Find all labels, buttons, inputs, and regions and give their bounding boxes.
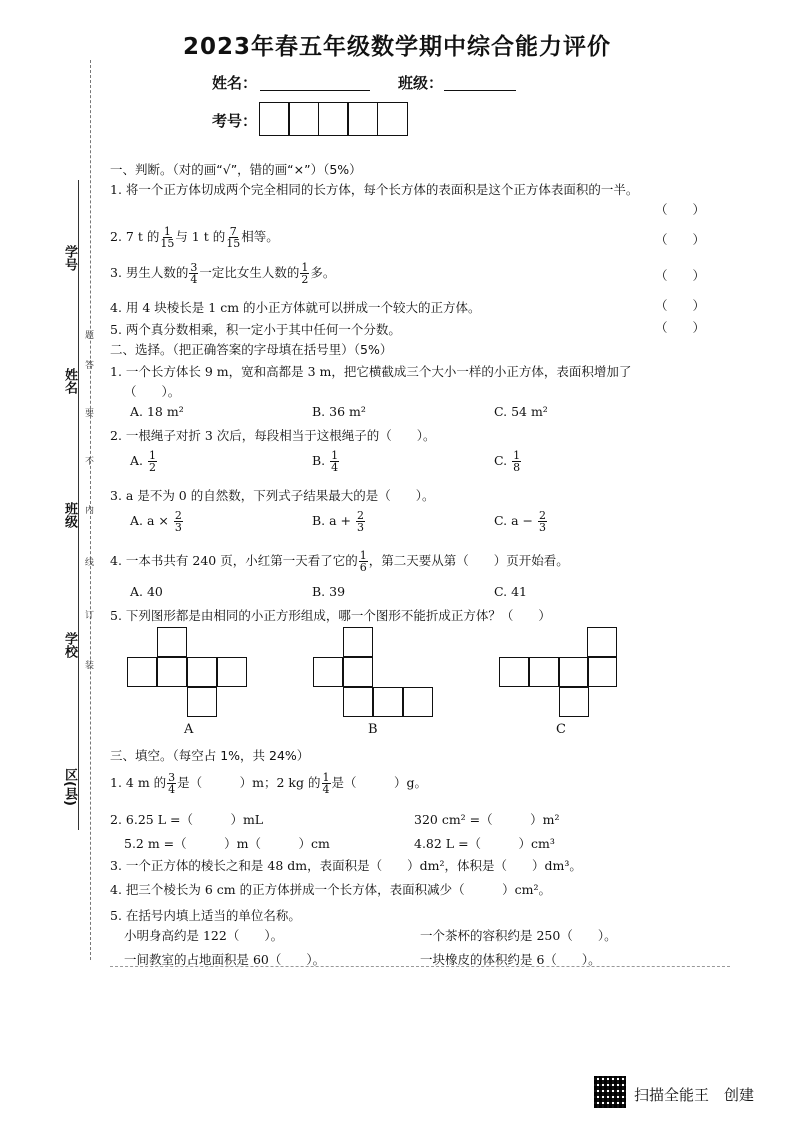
s3-q2-a: 2. 6.25 L =（ ）mL (110, 812, 264, 827)
s1-q3: 3. 男生人数的 $\frac{3}{4}$ 一定比女生人数的 $\frac{1}{2}$ 多。 (110, 261, 336, 286)
class-field[interactable] (444, 72, 516, 91)
s1-q5-answer[interactable]: （ ） (655, 320, 706, 335)
s1-q3-answer[interactable]: （ ） (655, 268, 706, 283)
exam-no-box[interactable] (347, 102, 378, 136)
s2-q2-option-c: C. $\frac{1}{8}$ (494, 449, 521, 474)
s1-q1: 1. 将一个正方体切成两个完全相同的长方体，每个长方体的表面积是这个正方体表面积的一半。 (110, 182, 639, 197)
s2-q4: 4. 一本书共有 240 页，小红第一天看了它的 $\frac{1}{6}$ ，第二天要从第（ ）页开始看。 (110, 549, 569, 574)
s1-q1-answer[interactable]: （ ） (655, 202, 706, 217)
s3-q2-c: 5.2 m =（ ）m（ ）cm (124, 836, 330, 851)
net-square (559, 687, 589, 717)
s2-q1-answer[interactable]: （ ）。 (124, 384, 181, 399)
net-square (313, 657, 343, 687)
s1-q4-answer[interactable]: （ ） (655, 298, 706, 313)
exam-no-boxes[interactable] (260, 102, 408, 136)
s3-q5-b: 一个茶杯的容积约是 250（ ）。 (420, 928, 617, 943)
exam-no-box[interactable] (288, 102, 319, 136)
s1-q4: 4. 用 4 块棱长是 1 cm 的小正方体就可以拼成一个较大的正方体。 (110, 300, 481, 315)
section-1-heading: 一、判断。（对的画“√”，错的画“×”）（5%） (110, 162, 362, 177)
s3-q5-c: 一间教室的占地面积是 60（ ）。 (124, 952, 326, 967)
s2-q2-option-a: A. $\frac{1}{2}$ (130, 449, 156, 474)
class-label: 班级： (398, 74, 444, 92)
s3-q2-d: 4.82 L =（ ）cm³ (414, 836, 555, 851)
s3-q2-b: 320 cm² =（ ）m² (414, 812, 560, 827)
s2-q5: 5. 下列图形都是由相同的小正方形组成，哪一个图形不能折成正方体？（ ） (110, 608, 551, 623)
net-square (373, 687, 403, 717)
seal-char: 内 (83, 505, 93, 514)
side-xuehao: 学号 (62, 245, 77, 271)
page-title: 2023年春五年级数学期中综合能力评价 (182, 34, 611, 60)
exam-no-box[interactable] (259, 102, 290, 136)
s3-q1: 1. 4 m 的 $\frac{3}{4}$ 是（ ）m；2 kg 的 $\frac{1}{4}$ 是（ ）g。 (110, 771, 428, 796)
exam-no-label: 考号： (212, 112, 258, 130)
side-xingming: 姓名 (62, 368, 77, 394)
s2-q1: 1. 一个长方体长 9 m，宽和高都是 3 m，把它横截成三个大小一样的小正方体，表面积增加了 (110, 364, 632, 379)
seal-char: 装 (83, 660, 93, 669)
exam-no-box[interactable] (377, 102, 408, 136)
s2-q3-option-a: A. a × $\frac{2}{3}$ (130, 509, 182, 534)
figure-a-label: A (184, 722, 194, 737)
section-2-heading: 二、选择。（把正确答案的字母填在括号里）（5%） (110, 342, 393, 357)
seal-char: 线 (83, 557, 93, 566)
figure-c-label: C (556, 722, 566, 737)
scanner-watermark: 扫描全能王 创建 (634, 1086, 755, 1104)
s2-q3-option-c: C. a − $\frac{2}{3}$ (494, 509, 546, 534)
s1-q2: 2. 7 t 的 $\frac{1}{15}$ 与 1 t 的 $\frac{7}{15}$ 相等。 (110, 225, 279, 250)
s2-q2-option-b: B. $\frac{1}{4}$ (312, 449, 339, 474)
section-3-heading: 三、填空。（每空占 1%，共 24%） (110, 748, 310, 763)
s2-q4-option-b: B. 39 (312, 584, 346, 599)
seal-char: 要 (83, 408, 93, 417)
s2-q1-option-b: B. 36 m² (312, 404, 366, 419)
seal-char: 答 (83, 360, 93, 369)
s2-q1-option-a: A. 18 m² (130, 404, 184, 419)
s3-q5: 5. 在括号内填上适当的单位名称。 (110, 908, 301, 923)
net-square (343, 657, 373, 687)
net-square (157, 627, 187, 657)
s2-q4-option-c: C. 41 (494, 584, 527, 599)
s3-q4: 4. 把三个棱长为 6 cm 的正方体拼成一个长方体，表面积减少（ ）cm²。 (110, 882, 551, 897)
net-square (343, 687, 373, 717)
s2-q3-option-b: B. a + $\frac{2}{3}$ (312, 509, 365, 534)
s2-q3: 3. a 是不为 0 的自然数，下列式子结果最大的是（ ）。 (110, 488, 435, 503)
seal-char: 题 (83, 330, 93, 339)
page-fold-line (110, 966, 730, 967)
net-square (587, 627, 617, 657)
s2-q2: 2. 一根绳子对折 3 次后，每段相当于这根绳子的（ ）。 (110, 428, 436, 443)
net-square (157, 657, 187, 687)
seal-char: 订 (83, 610, 93, 619)
net-square (403, 687, 433, 717)
net-square (127, 657, 157, 687)
s1-q5: 5. 两个真分数相乘，积一定小于其中任何一个分数。 (110, 322, 401, 337)
side-xuexiao: 学校 (62, 632, 77, 658)
net-square (499, 657, 529, 687)
net-square (217, 657, 247, 687)
qr-code-icon (594, 1076, 626, 1108)
net-square (187, 657, 217, 687)
net-square (559, 657, 589, 687)
s2-q1-option-c: C. 54 m² (494, 404, 548, 419)
seal-char: 不 (83, 456, 93, 465)
s1-q2-answer[interactable]: （ ） (655, 232, 706, 247)
s3-q5-a: 小明身高约是 122（ ）。 (124, 928, 284, 943)
side-banji: 班级 (62, 502, 77, 528)
side-qu: 区(县) (62, 768, 77, 806)
net-square (587, 657, 617, 687)
exam-no-box[interactable] (318, 102, 349, 136)
s2-q4-option-a: A. 40 (130, 584, 163, 599)
s3-q5-d: 一块橡皮的体积约是 6（ ）。 (420, 952, 601, 967)
name-label: 姓名： (212, 74, 258, 92)
figure-b-label: B (368, 722, 378, 737)
net-square (187, 687, 217, 717)
net-square (343, 627, 373, 657)
net-square (529, 657, 559, 687)
name-field[interactable] (260, 72, 370, 91)
s3-q3: 3. 一个正方体的棱长之和是 48 dm，表面积是（ ）dm²，体积是（ ）dm³。 (110, 858, 582, 873)
